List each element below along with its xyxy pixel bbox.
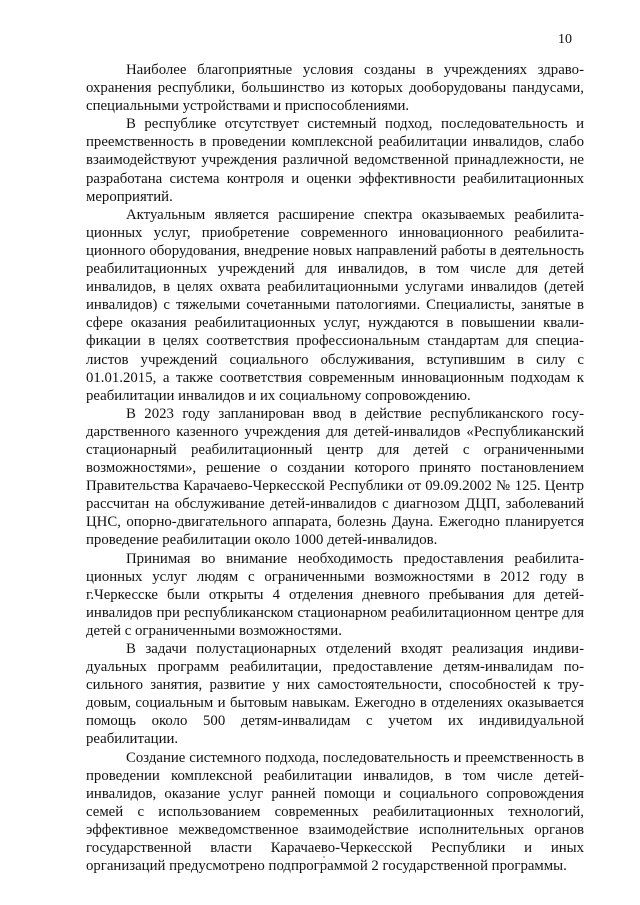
paragraph: Принимая во внимание необходимость предоставления реабилитационных услуг людям с ограниченными возможностями в 2012 году в г.Черкесске были открыты 4 отделения дневного пребывания для детей-инвалидов при республиканском стационарном реабилитационном центре для детей с ограниченными возможностями. [86,550,584,639]
paragraph: В республике отсутствует системный подход, последовательность и преемственность в проведении комплексной реабилитации инвалидов, слабо взаимодействуют учреждения различной ведомственной принадлежности, не разработана система контроля и оценки эффективности реабилитационных мероприятий. [86,116,584,205]
paragraph: Наиболее благоприятные условия созданы в учреждениях здравоохранения республики, большинство из которых дооборудованы пандусами, специальными устройствами и приспособлениями. [86,62,584,115]
paragraph: Создание системного подхода, последовательность и преемственность в проведении комплексной реабилитации инвалидов, в том числе детей-инвалидов, оказание услуг ранней помощи и социального сопровождения семей с использованием современных реабилитационных технологий, эффективное межведомственное взаимодействие исполнительных органов государственной власти Карачаево-Черкесской Республики и иных организаций предусмотрено подпрограммой 2 государственной программы. [86,749,584,875]
paragraph: Актуальным является расширение спектра оказываемых реабилитационных услуг, приобретение современного инновационного реабилитационного оборудования, внедрение новых направлений работы в деятельность реабилитационных учреждений для инвалидов, в том числе для детей инвалидов, в целях охвата реабилитационными услугами инвалидов (детей инвалидов) с тяжелыми сочетанными патологиями. Специалисты, занятые в сфере оказания реабилитационных услуг, нуждаются в повышении квалификации в целях соответствия профессиональным стандартам для специалистов учреждений социального обслуживания, вступившим в силу с 01.01.2015, а также соответствия современным инновационным подходам к реабилитации инвалидов и их социальному сопровождению. [86,206,584,404]
paragraph: В задачи полустационарных отделений входят реализация индивидуальных программ реабилитации, предоставление детям-инвалидам посильного занятия, развитие у них самостоятельности, способностей к трудовым, социальным и бытовым навыкам. Ежегодно в отделениях оказывается помощь около 500 детям-инвалидам с учетом их индивидуальной реабилитации. [86,641,584,748]
scan-artifact-dot [323,856,325,858]
paragraph: В 2023 году запланирован ввод в действие республиканского государственного казенного учреждения для детей-инвалидов «Республиканский стационарный реабилитационный центр для детей с ограниченными возможностями», решение о создании которого принято постановлением Правительства Карачаево-Черкесской Республики от 09.09.2002 № 125. Центр рассчитан на обслуживание детей-инвалидов с диагнозом ДЦП, заболеваний ЦНС, опорно-двигательного аппарата, болезнь Дауна. Ежегодно планируется проведение реабилитации около 1000 детей-инвалидов. [86,405,584,549]
document-body [86,61,584,875]
page-number: 10 [558,32,572,47]
